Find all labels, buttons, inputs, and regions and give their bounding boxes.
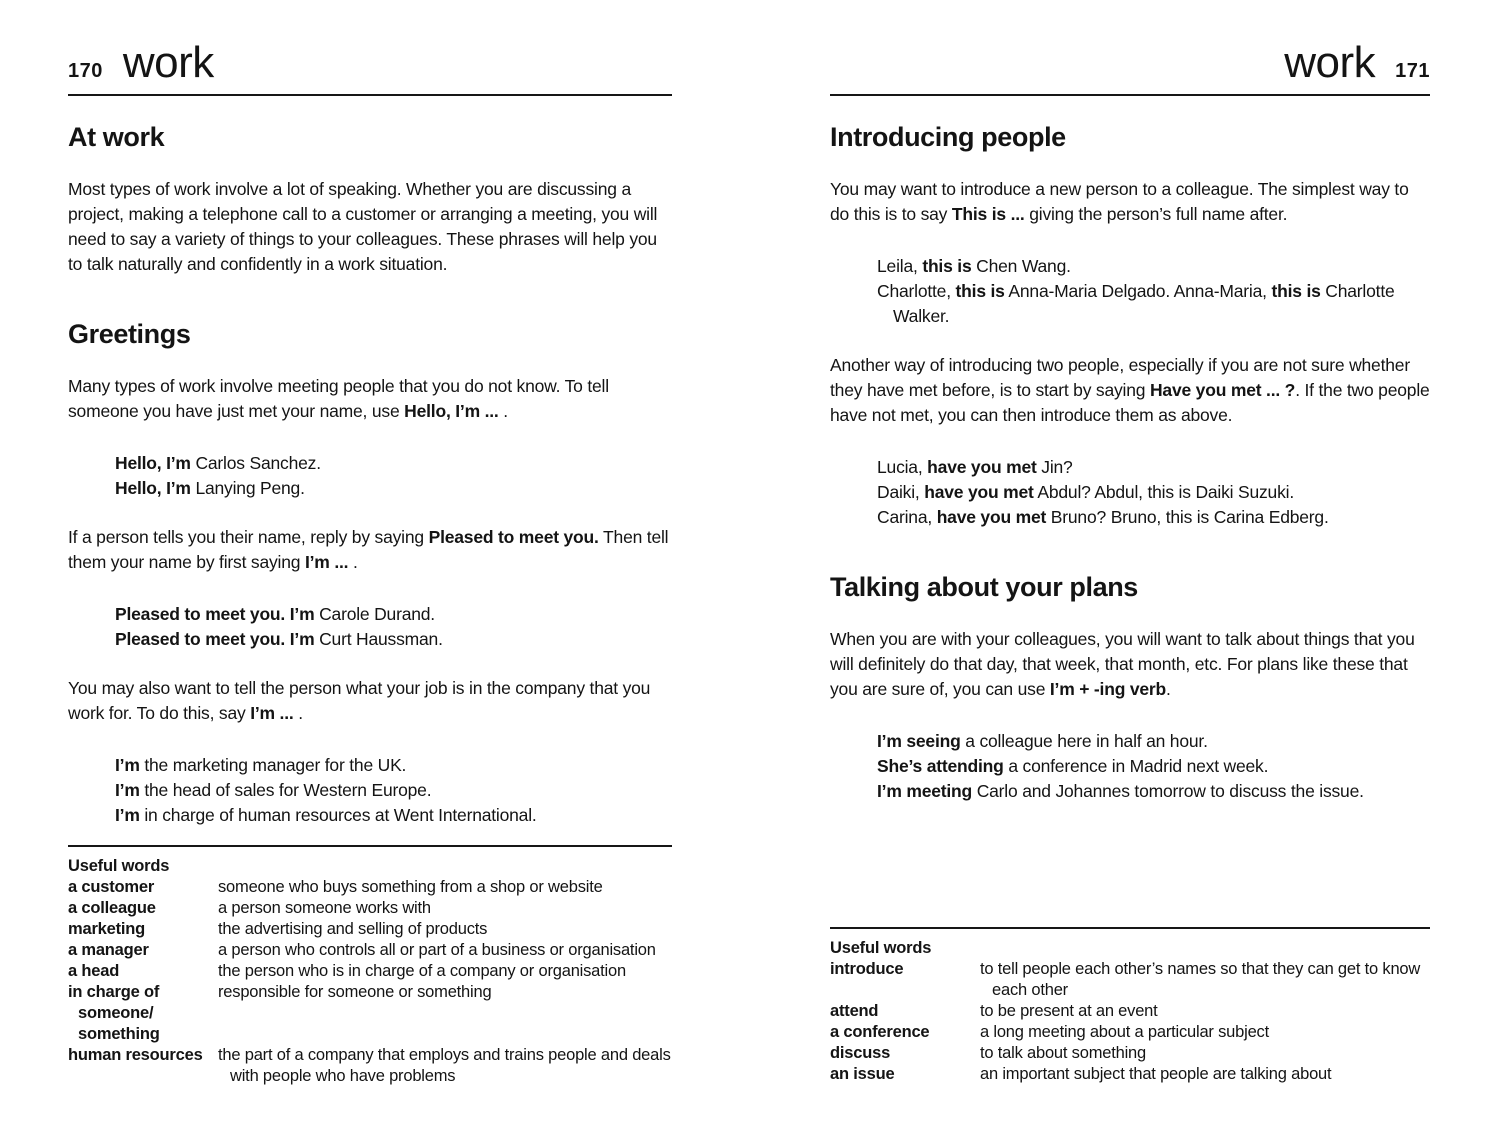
example-line [115,778,672,803]
useful-words-term-line: a head [68,962,120,980]
useful-words-term-line: something [78,1025,160,1043]
text-run: Daiki, [877,481,925,502]
page-header [830,0,1430,96]
useful-words-term [68,919,218,940]
page-right [830,0,1430,1137]
paragraph [830,627,1430,702]
page-body [68,122,672,828]
example-line [115,627,672,652]
text-run: Then tell them your name by first saying [68,526,669,572]
example-line [877,480,1430,505]
useful-words-row [830,1022,1430,1043]
useful-words-definition: the advertising and selling of products [218,920,488,938]
example-block [830,455,1430,530]
useful-words-row [68,982,672,1045]
text-run: have you met [936,506,1047,527]
example-block [830,729,1430,804]
text-run: giving the person’s full name after. [1024,203,1288,224]
useful-words-definition: an important subject that people are talking about [980,1065,1332,1083]
useful-words-row [68,898,672,919]
useful-words-term-line: attend [830,1002,879,1020]
text-run: Lucia, [877,456,928,477]
useful-words-term-line: human resources [68,1046,203,1064]
useful-words-row [830,1001,1430,1022]
text-run: Abdul? Abdul, this is Daiki Suzuki. [1033,481,1294,502]
useful-words-term-line: introduce [830,960,904,978]
useful-words [830,927,1430,1085]
example-line [877,779,1430,804]
text-run: Many types of work involve meeting people that you do not know. To tell someone you have just met your name, use [68,375,609,421]
text-run: Hello, I’m [115,477,191,498]
page-header [68,0,672,96]
text-run: Jin? [1036,456,1073,477]
useful-words-term-line: in charge of [68,983,160,1001]
text-run: I’m seeing [877,730,961,751]
useful-words-title: Useful words [68,857,170,875]
text-run: this is [955,280,1005,301]
useful-words-row [830,959,1430,1001]
example-line [877,254,1430,279]
text-run: the marketing manager for the UK. [139,754,407,775]
useful-words-term-line: an issue [830,1065,895,1083]
paragraph [68,525,672,575]
useful-words-row [830,1043,1430,1064]
example-block [68,451,672,501]
text-run: Leila, [877,255,923,276]
text-run: Anna-Maria Delgado. Anna-Maria, [1004,280,1272,301]
text-run: Chen Wang. [971,255,1071,276]
text-run: When you are with your colleagues, you will want to talk about things that you will definitely do that day, that week, that month, etc. For plans like these that you are sure of, you can use [830,628,1415,699]
example-line [877,455,1430,480]
section-heading: Talking about your plans [830,571,1138,602]
useful-words-row [68,877,672,898]
example-line [877,279,1430,329]
text-run: a conference in Madrid next week. [1003,755,1269,776]
text-run: Carina, [877,506,937,527]
text-run: Hello, I’m ... [404,400,499,421]
useful-words-definition: responsible for someone or something [218,983,492,1001]
text-run: Charlotte, [877,280,956,301]
text-run: Most types of work involve a lot of speaking. Whether you are discussing a project, making a telephone call to a customer or arranging a meeting, you will need to say a variety of things to your colleagues. These phrases will help you to talk naturally and confidently in a work situation. [68,178,658,274]
useful-words-term-line: someone/ [78,1004,154,1022]
text-run: have you met [924,481,1034,502]
useful-words-term [68,1045,218,1066]
useful-words-term-line: discuss [830,1044,891,1062]
text-run: You may want to introduce a new person to a colleague. The simplest way to do this is to say [830,178,1409,224]
text-run: . If the two people have not met, you can then introduce them as above. [830,379,1430,425]
useful-words-term [68,877,218,898]
example-line [877,505,1430,530]
example-line [115,602,672,627]
useful-words-definition: a person someone works with [218,899,431,917]
useful-words-definition: to be present at an event [980,1002,1158,1020]
text-run: I’m + -ing verb [1049,678,1167,699]
useful-words-title: Useful words [830,939,932,957]
page-number: 170 [68,60,103,82]
example-line [877,729,1430,754]
useful-words-definition: someone who buys something from a shop or website [218,878,603,896]
text-run: . [348,551,358,572]
text-run: I’m [115,779,140,800]
text-run: . [1166,678,1171,699]
page-body [830,122,1430,804]
text-run: this is [922,255,972,276]
useful-words-term-line: marketing [68,920,146,938]
text-run: Charlotte Walker. [893,280,1395,326]
paragraph [68,676,672,726]
example-line [115,476,672,501]
useful-words-term [830,1001,980,1022]
text-run: Lanying Peng. [190,477,305,498]
example-line [115,451,672,476]
example-line [115,753,672,778]
useful-words-term-line: a manager [68,941,149,959]
text-run: this is [1271,280,1321,301]
text-run: in charge of human resources at Went International. [139,804,537,825]
useful-words-definition: a long meeting about a particular subject [980,1023,1269,1041]
useful-words-row [68,940,672,961]
example-block [68,753,672,828]
example-block [68,602,672,652]
text-run: . [293,702,303,723]
example-line [877,754,1430,779]
useful-words-row [68,1045,672,1087]
useful-words-term-line: a conference [830,1023,930,1041]
useful-words-term [830,1022,980,1043]
useful-words-term [68,961,218,982]
section-heading: Greetings [68,318,191,349]
useful-words-row [68,961,672,982]
text-run: Hello, I’m [115,452,191,473]
useful-words-term [830,959,980,980]
text-run: I’m ... [304,551,349,572]
paragraph [830,353,1430,428]
page-title: work [1284,38,1376,87]
text-run: She’s attending [877,755,1004,776]
useful-words-definition: a person who controls all or part of a business or organisation [218,941,656,959]
useful-words-term [830,1043,980,1064]
useful-words-term-line: a colleague [68,899,156,917]
page-number: 171 [1395,60,1430,82]
text-run: You may also want to tell the person what your job is in the company that you work for. To do this, say [68,677,651,723]
text-run: Carole Durand. [314,603,435,624]
useful-words-term [830,1064,980,1085]
text-run: a colleague here in half an hour. [960,730,1208,751]
text-run: If a person tells you their name, reply by saying [68,526,429,547]
useful-words-term-line: a customer [68,878,155,896]
useful-words-definition: to talk about something [980,1044,1147,1062]
useful-words [68,845,672,1087]
useful-words-term [68,982,218,1045]
page-left [68,0,672,1137]
text-run: Carlo and Johannes tomorrow to discuss the issue. [972,780,1364,801]
text-run: This is ... [951,203,1025,224]
paragraph [68,374,672,424]
useful-words-definition: to tell people each other’s names so that they can get to know each other [980,960,1421,999]
text-run: Pleased to meet you. I’m [115,603,315,624]
example-line [115,803,672,828]
text-run: have you met [927,456,1037,477]
text-run: Carlos Sanchez. [190,452,321,473]
text-run: I’m ... [250,702,294,723]
section-heading: Introducing people [830,121,1066,152]
text-run: Another way of introducing two people, especially if you are not sure whether they have met before, is to start by saying [830,354,1410,400]
useful-words-term [68,898,218,919]
paragraph [830,177,1430,227]
text-run: . [498,400,508,421]
paragraph [68,177,672,277]
useful-words-row [830,1064,1430,1085]
text-run: the head of sales for Western Europe. [139,779,432,800]
text-run: I’m meeting [877,780,973,801]
text-run: Bruno? Bruno, this is Carina Edberg. [1046,506,1329,527]
text-run: I’m [115,754,140,775]
text-run: I’m [115,804,140,825]
useful-words-definition: the part of a company that employs and trains people and deals with people who have problems [218,1046,671,1085]
text-run: Have you met ... ? [1149,379,1296,400]
useful-words-term [68,940,218,961]
useful-words-definition: the person who is in charge of a company or organisation [218,962,626,980]
text-run: Pleased to meet you. I’m [115,628,315,649]
text-run: Curt Haussman. [314,628,443,649]
text-run: Pleased to meet you. [428,526,599,547]
section-heading: At work [68,121,165,152]
useful-words-row [68,919,672,940]
example-block [830,254,1430,329]
page-title: work [122,38,214,87]
